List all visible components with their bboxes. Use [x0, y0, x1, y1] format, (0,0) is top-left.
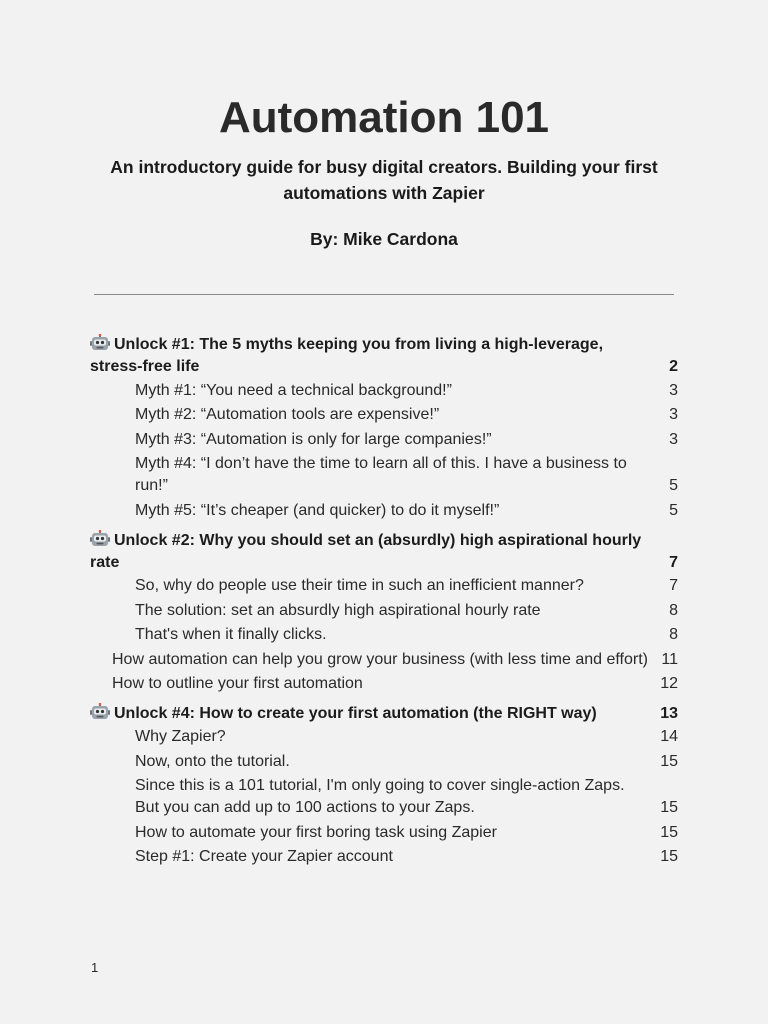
toc-entry-page: 7 [669, 553, 678, 571]
author-byline: By: Mike Cardona [310, 229, 458, 249]
toc-entry[interactable] [90, 500, 678, 522]
toc-entry-label: Myth #4: “I don’t have the time to learn all of this. I have a business to run!” [135, 455, 627, 494]
toc-entry-label: Now, onto the tutorial. [135, 752, 290, 770]
robot-icon [90, 703, 110, 721]
document-subtitle: An introductory guide for busy digital creators. Building your first automations with Zapier [110, 157, 658, 203]
toc-entry[interactable] [90, 530, 678, 574]
toc-entry-page: 15 [660, 848, 678, 865]
toc-entry-page: 3 [669, 381, 678, 399]
toc-entry-label: Myth #5: “It’s cheaper (and quicker) to do it myself!” [135, 501, 500, 519]
toc-entry-page: 3 [669, 406, 678, 423]
toc-entry-label: So, why do people use their time in such an inefficient manner? [135, 577, 584, 594]
toc-entry-label: How to outline your first automation [112, 674, 363, 692]
toc-entry[interactable] [90, 846, 678, 868]
horizontal-divider [94, 294, 674, 295]
toc-entry-page: 5 [669, 501, 678, 519]
toc-entry[interactable] [90, 404, 678, 426]
toc-entry[interactable] [90, 822, 678, 844]
toc-entry-label-wrap [135, 500, 678, 522]
toc-entry-label-wrap [135, 453, 678, 497]
toc-entry-label-wrap [135, 380, 678, 402]
toc-entry-label-wrap [135, 600, 678, 622]
toc-entry-label: The solution: set an absurdly high aspirational hourly rate [135, 601, 541, 619]
robot-icon [90, 334, 110, 352]
toc-entry[interactable] [90, 624, 678, 646]
toc-entry-page: 7 [669, 577, 678, 594]
toc-entry-label: How automation can help you grow your business (with less time and effort) [112, 650, 648, 668]
toc-entry-label: Myth #1: “You need a technical background!” [135, 381, 452, 399]
toc-entry[interactable] [90, 649, 678, 671]
toc-entry-label-wrap [90, 530, 654, 574]
toc-entry-page: 12 [660, 674, 678, 692]
toc-entry-label-wrap [135, 404, 678, 426]
toc-entry-label: Why Zapier? [135, 728, 226, 745]
toc-entry[interactable] [90, 429, 678, 451]
toc-entry-label: How to automate your first boring task using Zapier [135, 823, 497, 841]
toc-entry-page: 14 [660, 728, 678, 745]
toc-entry-page: 13 [660, 704, 678, 722]
toc-entry-label-wrap [135, 624, 678, 646]
toc-entry[interactable] [90, 380, 678, 402]
toc-entry-page: 15 [660, 823, 678, 841]
toc-entry-label: Unlock #4: How to create your first automation (the RIGHT way) [114, 704, 597, 722]
toc-entry-label-wrap [90, 703, 654, 725]
document-title: Automation 101 [218, 93, 550, 142]
toc-entry-label-wrap [112, 673, 652, 695]
toc-entry-label-wrap [135, 575, 678, 597]
toc-entry-label-wrap [135, 822, 678, 844]
toc-entry-label: Unlock #2: Why you should set an (absurdly) high aspirational hourly rate [90, 531, 642, 571]
toc-entry[interactable] [90, 453, 678, 497]
toc-entry[interactable] [90, 751, 678, 773]
toc-entry-page: 11 [661, 650, 678, 668]
page-number: 1 [91, 960, 99, 975]
toc-entry[interactable] [90, 775, 678, 819]
toc-entry[interactable] [90, 703, 678, 725]
toc-entry-label-wrap [90, 334, 654, 378]
toc-entry-page: 5 [669, 477, 678, 494]
toc-entry-label-wrap [135, 726, 678, 748]
toc-entry[interactable] [90, 334, 678, 378]
toc-entry-page: 3 [669, 430, 678, 448]
toc-entry-page: 15 [660, 752, 678, 770]
toc-entry-label: That's when it finally clicks. [135, 626, 327, 643]
toc-entry-label: Unlock #1: The 5 myths keeping you from living a high-leverage, stress-free life [90, 336, 604, 375]
toc-entry[interactable] [90, 726, 678, 748]
toc-entry-label: Myth #3: “Automation is only for large companies!” [135, 430, 492, 448]
toc-entry-page: 8 [669, 601, 678, 619]
toc-entry-label-wrap [135, 775, 678, 819]
table-of-contents [90, 334, 678, 871]
robot-icon [90, 530, 110, 548]
toc-entry-label: Since this is a 101 tutorial, I'm only going to cover single-action Zaps. But you can add up to 100 actions to your Zaps. [135, 777, 625, 816]
toc-entry[interactable] [90, 575, 678, 597]
toc-entry-label-wrap [135, 751, 678, 773]
toc-entry-label: Step #1: Create your Zapier account [135, 848, 393, 865]
toc-entry-page: 15 [660, 799, 678, 816]
toc-entry-label: Myth #2: “Automation tools are expensive!” [135, 406, 440, 423]
toc-entry-page: 2 [669, 358, 678, 375]
toc-entry-label-wrap [112, 649, 652, 671]
toc-entry[interactable] [90, 673, 678, 695]
toc-entry-page: 8 [669, 626, 678, 643]
toc-entry[interactable] [90, 600, 678, 622]
toc-entry-label-wrap [135, 429, 678, 451]
toc-entry-label-wrap [135, 846, 678, 868]
